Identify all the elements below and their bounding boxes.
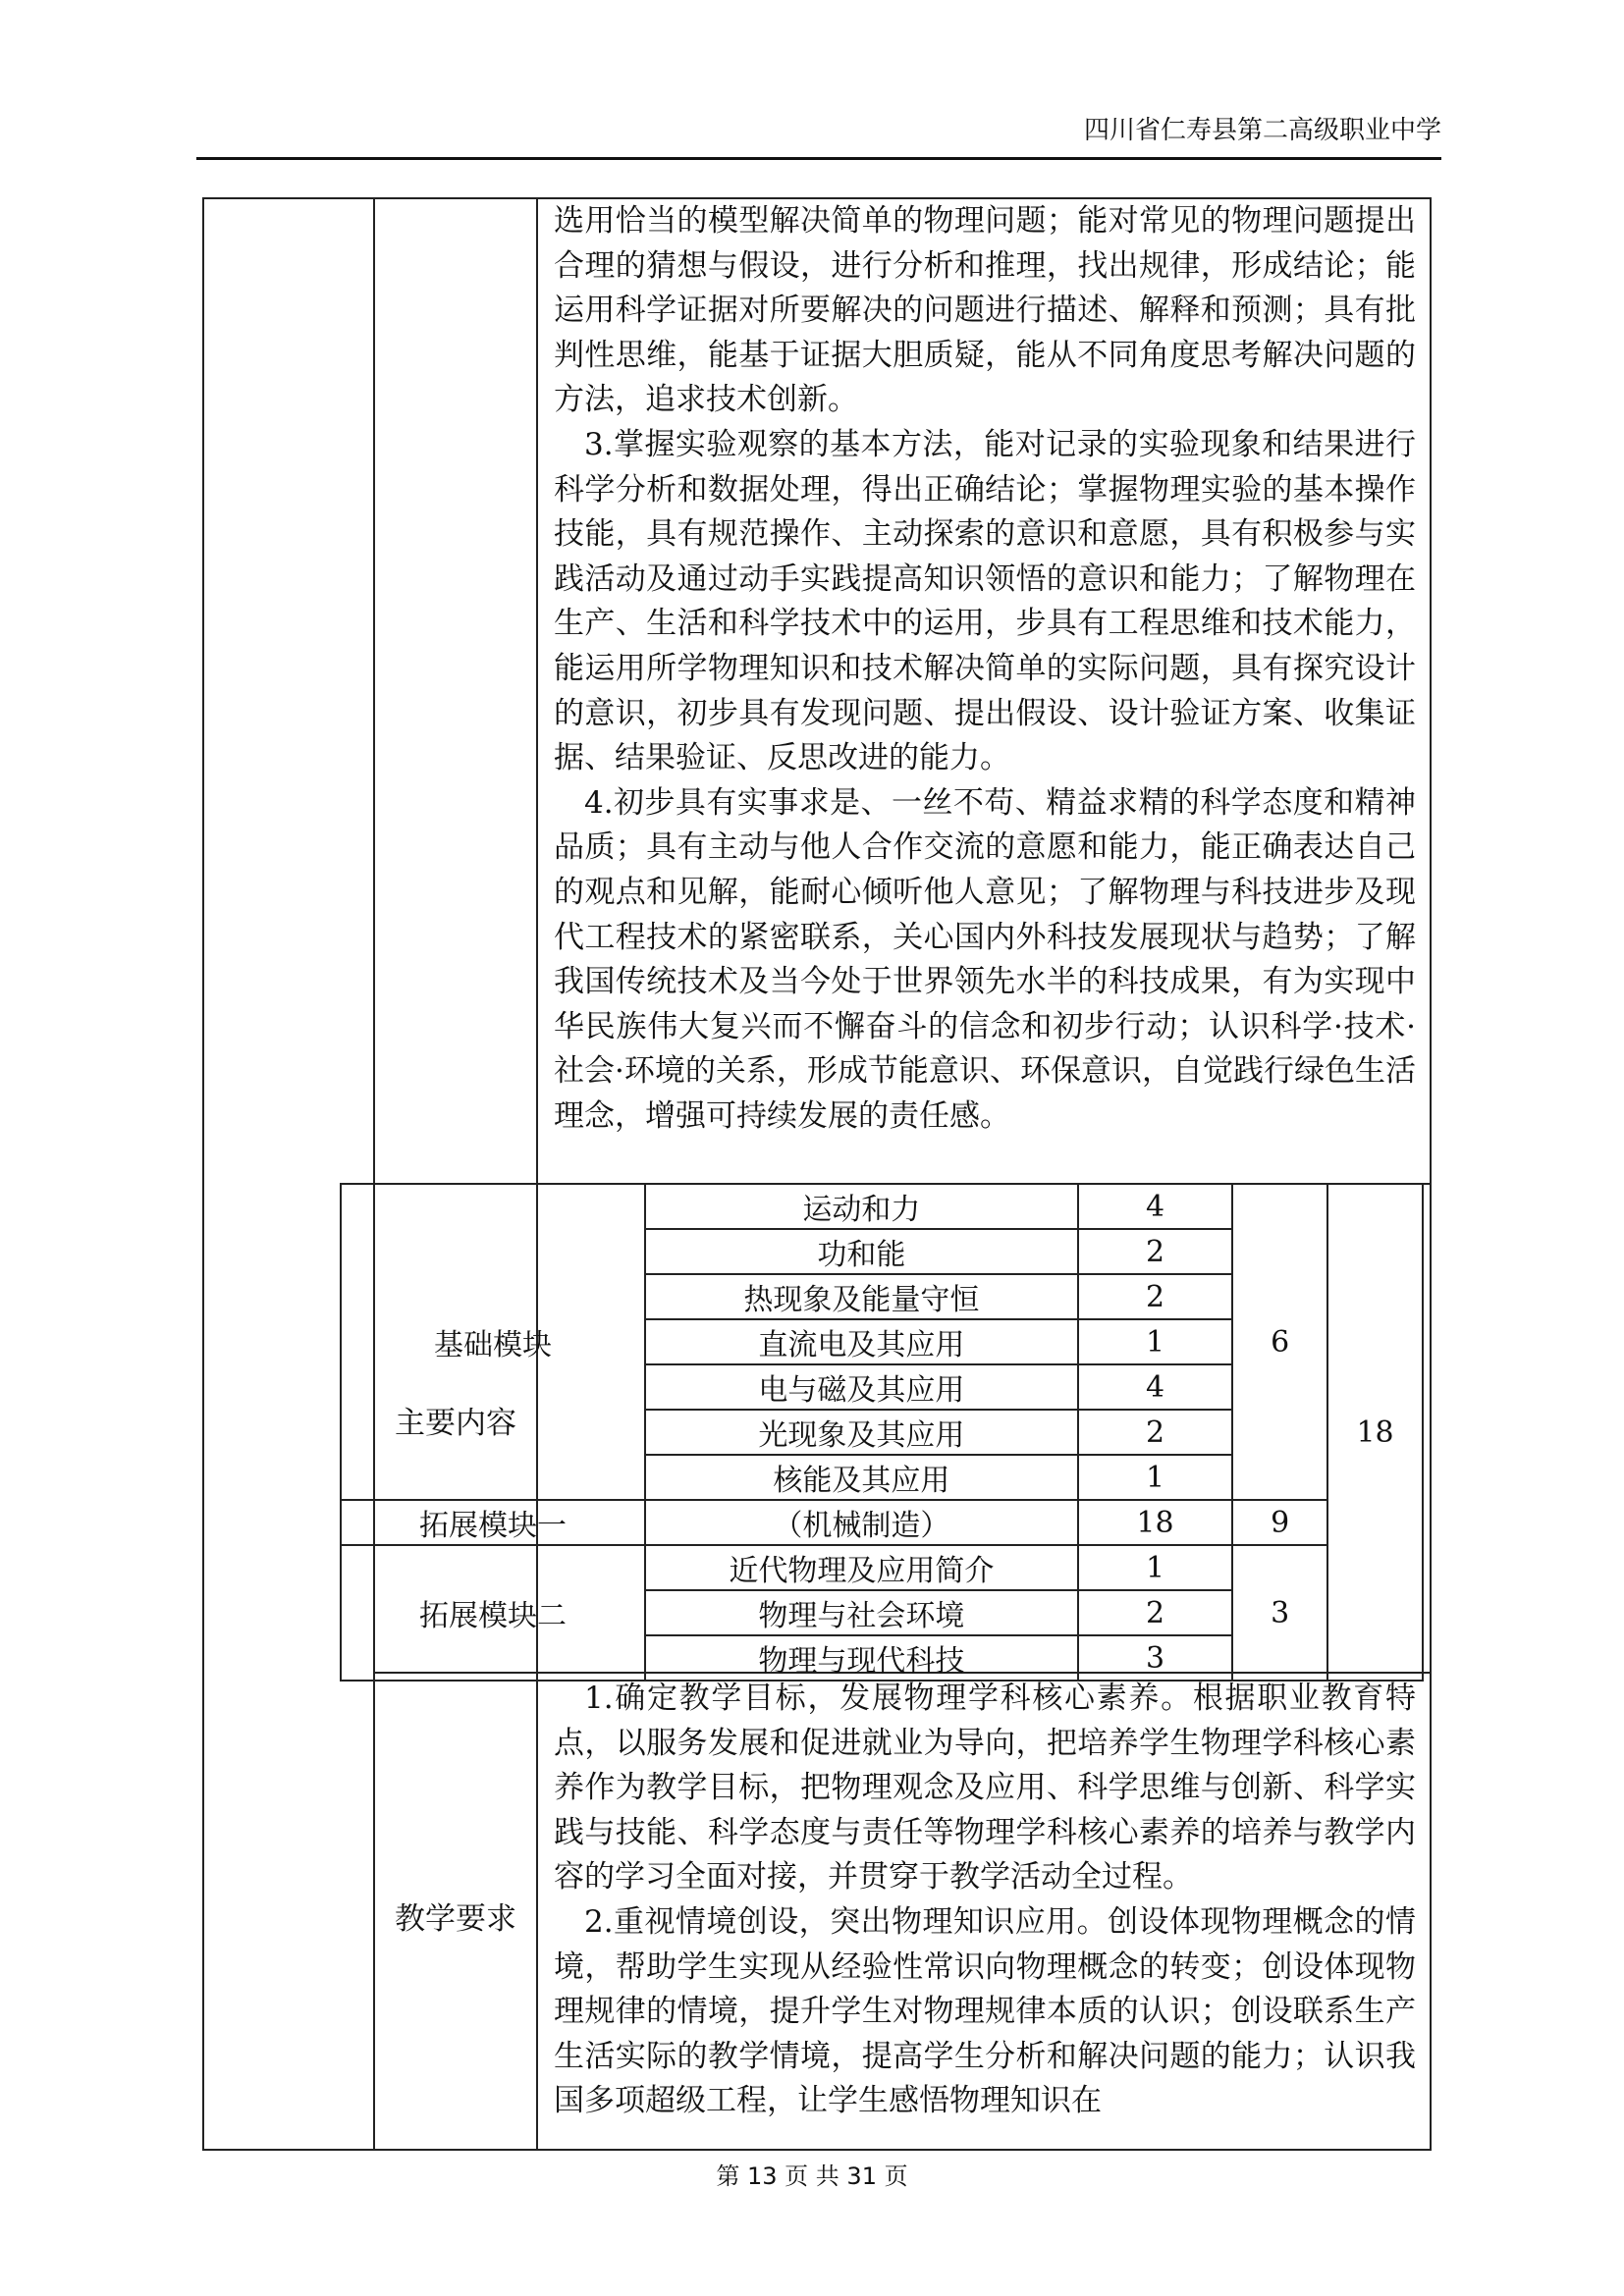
basic-module-subtotal: 6 bbox=[1232, 1184, 1327, 1500]
objectives-block bbox=[554, 199, 1416, 1139]
table-row bbox=[341, 1545, 1423, 1590]
topic-hours: 2 bbox=[1078, 1410, 1232, 1455]
main-content-table bbox=[340, 1183, 1424, 1682]
school-header: 四川省仁寿县第二高级职业中学 bbox=[1083, 116, 1441, 145]
objectives-paragraph: 4.初步具有实事求是、一丝不苟、精益求精的科学态度和精神品质；具有主动与他人合作交流的意愿和能力，能正确表达自己的观点和见解，能耐心倾听他人意见；了解物理与科技进步及现代工程技术的紧密联系，关心国内外科技发展现状与趋势；了解我国传统技术及当今处于世界领先水半的科技成果，有为实现中华民族伟大复兴而不懈奋斗的信念和初步行动；认识科学·技术·社会·环境的关系，形成节能意识、环保意识，自觉践行绿色生活理念，增强可持续发展的责任感。 bbox=[554, 784, 1416, 1134]
topic-name: 物理与现代科技 bbox=[645, 1635, 1078, 1681]
ext2-module-name: 拓展模块二 bbox=[341, 1545, 645, 1681]
topic-name: 核能及其应用 bbox=[645, 1455, 1078, 1500]
topic-name: 物理与社会环境 bbox=[645, 1590, 1078, 1635]
objectives-paragraph: 3.掌握实验观察的基本方法，能对记录的实验现象和结果进行科学分析和数据处理，得出正确结论；掌握物理实验的基本操作技能，具有规范操作、主动探索的意识和意愿，具有积极参与实践活动及通过动手实践提高知识领悟的意识和能力；了解物理在生产、生活和科学技术中的运用，步具有工程思维和技术能力，能运用所学物理知识和技术解决简单的实际问题，具有探究设计的意识，初步具有发现问题、提出假设、设计验证方案、收集证据、结果验证、反思改进的能力。 bbox=[554, 426, 1416, 776]
objectives-paragraph: 选用恰当的模型解决简单的物理问题；能对常见的物理问题提出合理的猜想与假设，进行分析和推理，找出规律，形成结论；能运用科学证据对所要解决的问题进行描述、解释和预测；具有批判性思维，能基于证据大胆质疑，能从不同角度思考解决问题的方法，追求技术创新。 bbox=[554, 203, 1416, 418]
ext1-module-subtotal: 9 bbox=[1232, 1500, 1327, 1545]
main-content-label: 主要内容 bbox=[395, 1406, 516, 1441]
topic-hours: 1 bbox=[1078, 1455, 1232, 1500]
course-table bbox=[202, 197, 1432, 2151]
table-row bbox=[341, 1184, 1423, 1229]
topic-name: （机械制造） bbox=[645, 1500, 1078, 1545]
topic-hours: 2 bbox=[1078, 1229, 1232, 1274]
topic-name: 电与磁及其应用 bbox=[645, 1364, 1078, 1410]
content-total: 18 bbox=[1327, 1184, 1423, 1681]
topic-hours: 3 bbox=[1078, 1635, 1232, 1681]
col-divider-1 bbox=[373, 199, 375, 2149]
topic-hours: 1 bbox=[1078, 1319, 1232, 1364]
col-divider-2 bbox=[536, 199, 538, 2149]
teaching-requirements-label: 教学要求 bbox=[395, 1901, 516, 1937]
ext2-module-subtotal: 3 bbox=[1232, 1545, 1327, 1681]
requirements-paragraph: 2.重视情境创设，突出物理知识应用。创设体现物理概念的情境，帮助学生实现从经验性常识向物理概念的转变；创设体现物理规律的情境，提升学生对物理规律本质的认识；创设联系生产生活实际的教学情境，提高学生分析和解决问题的能力；认识我国多项超级工程，让学生感悟物理知识在 bbox=[554, 1903, 1416, 2119]
topic-name: 光现象及其应用 bbox=[645, 1410, 1078, 1455]
topic-name: 热现象及能量守恒 bbox=[645, 1274, 1078, 1319]
topic-name: 功和能 bbox=[645, 1229, 1078, 1274]
requirements-paragraph: 1.确定教学目标，发展物理学科核心素养。根据职业教育特点，以服务发展和促进就业为导向，把培养学生物理学科核心素养作为教学目标，把物理观念及应用、科学思维与创新、科学实践与技能、科学态度与责任等物理学科核心素养的培养与教学内容的学习全面对接，并贯穿于教学活动全过程。 bbox=[554, 1681, 1416, 1896]
topic-hours: 2 bbox=[1078, 1274, 1232, 1319]
topic-hours: 18 bbox=[1078, 1500, 1232, 1545]
header-rule bbox=[196, 157, 1441, 160]
basic-module-name: 基础模块 bbox=[341, 1184, 645, 1500]
topic-name: 运动和力 bbox=[645, 1184, 1078, 1229]
topic-name: 近代物理及应用简介 bbox=[645, 1545, 1078, 1590]
topic-hours: 4 bbox=[1078, 1364, 1232, 1410]
page-number: 第 13 页 共 31 页 bbox=[716, 2163, 908, 2190]
teaching-requirements-block bbox=[554, 1677, 1416, 2124]
table-row bbox=[341, 1500, 1423, 1545]
topic-hours: 2 bbox=[1078, 1590, 1232, 1635]
topic-hours: 4 bbox=[1078, 1184, 1232, 1229]
topic-hours: 1 bbox=[1078, 1545, 1232, 1590]
topic-name: 直流电及其应用 bbox=[645, 1319, 1078, 1364]
ext1-module-name: 拓展模块一 bbox=[341, 1500, 645, 1545]
